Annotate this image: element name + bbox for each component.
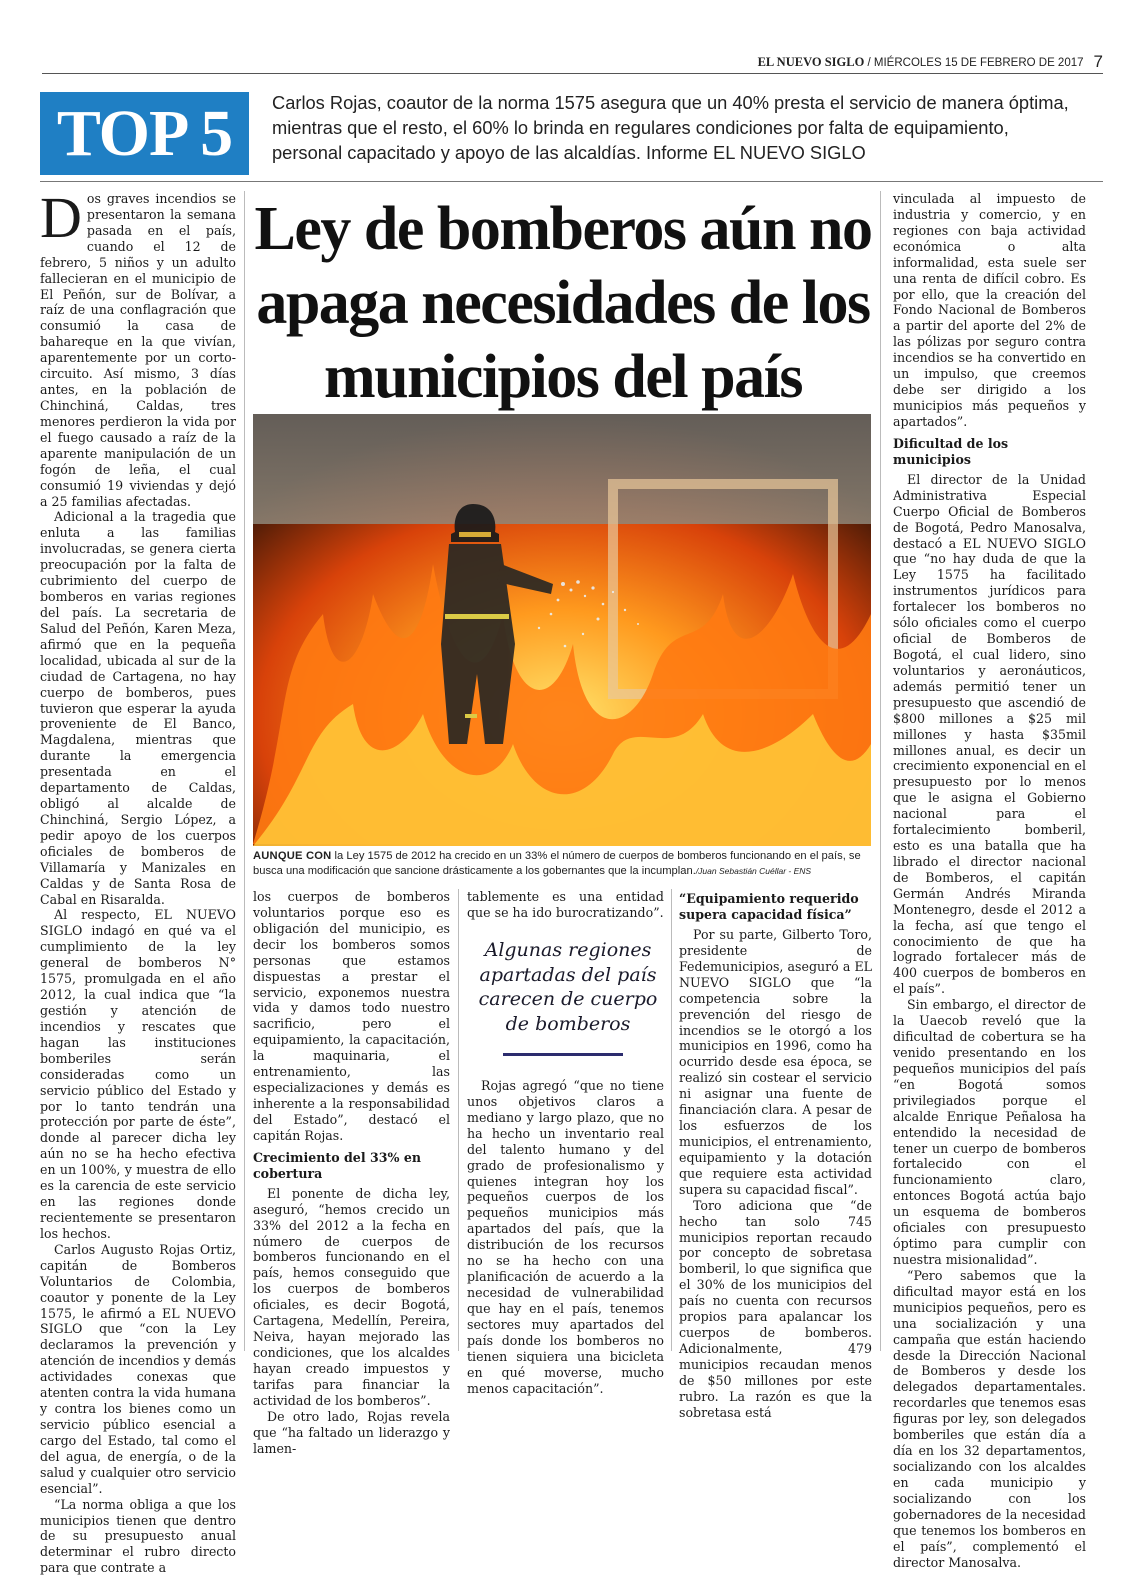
paragraph: vinculada al impuesto de industria y comercio, y en regiones con baja actividad económica o alta informalidad, esta suele ser una renta de difícil cobro. Es por ello, que la creación del Fondo Nacional de Bomberos a partir del aporte del 2% de las pólizas por seguro contra incendios se ha convertido en un impulso, que creemos debe ser dirigido a los municipios más pequeños y apartados”. (893, 191, 1086, 429)
column-divider (880, 191, 881, 1351)
teaser-rule (40, 181, 1103, 182)
paragraph: El director de la Unidad Administrativa Especial Cuerpo Oficial de Bomberos de Bogotá, Pedro Manosalva, destacó a EL NUEVO SIGLO que “no hay duda de que la Ley 1575 ha facilitado instrumentos jurídicos para fortalecer los bomberos no sólo oficiales como el cuerpo oficial de Bomberos de Bogotá, el cual lidero, sino voluntarios y aeronáuticos, además permitió tener un presupuesto que ascendió de $800 millones a $25 mil millones y hasta $35mil millones anual, es decir un crecimiento exponencial en el presupuesto por lo menos que le asigna el Gobierno nacional para el fortalecimiento bomberil, esto es una batalla que ha librado el director nacional de Bomberos, el capitán Germán Andrés Miranda Montenegro, desde el 2012 a la fecha, así que tengo el conocimiento de que ha logrado fortalecer más de 400 cuerpos de bomberos en el país”. (893, 471, 1086, 997)
paragraph: “Pero sabemos que la dificultad mayor está en los municipios pequeños, pero es una socialización y una campaña que están haciendo desde la Dirección Nacional de Bomberos y desde los delegados departamentales. recordarles que tenemos esas figuras por ley, son delegados bomberiles que están día a día en los 32 departamentos, socializando con los alcaldes en cada municipio y socializando con los gobernadores de la necesidad que tenemos los bomberos en el país”, complementó el director Manosalva. (893, 1267, 1086, 1570)
page-folio (758, 52, 1103, 72)
firefighter-illustration (253, 414, 871, 846)
column-1 (40, 185, 236, 1576)
header-rule (42, 73, 1103, 74)
column-divider (244, 191, 245, 1351)
subheading: Dificultad de los municipios (893, 435, 1009, 467)
photo-caption (253, 849, 873, 879)
pull-quote-rule (503, 1053, 623, 1056)
subheading: Crecimiento del 33% en cobertura (253, 1149, 422, 1181)
paragraph: tablemente es una entidad que se ha ido burocratizando”. (467, 889, 664, 920)
column-3 (467, 889, 664, 921)
section-badge: TOP 5 (40, 92, 249, 175)
newspaper-name: EL NUEVO SIGLO (757, 55, 865, 69)
column-5 (893, 191, 1086, 1570)
fire-photo (253, 414, 871, 846)
headline: Ley de bomberos aún no apaga necesidades de los municipios del país (254, 195, 872, 411)
issue-date: MIÉRCOLES 15 DE FEBRERO DE 2017 (873, 57, 1084, 69)
paragraph: os graves incendios se presentaron la semana pasada en el país, cuando el 12 de febrero, 5 niños y un adulto fallecieran en el municipio de El Peñón, sur de Bolívar, a raíz de una conflagración que consumió la casa de bahareque en la que vivían, aparentemente por un corto-circuito. Así mismo, 3 días antes, en la población de Chinchiná, Caldas, tres menores perdieron la vida por el fuego causado a raíz de la aparente manipulación de un fogón de leña, el cual consumió 19 viviendas y dejó a 25 familias afectadas. (40, 191, 236, 509)
page-number: 7 (1093, 52, 1103, 71)
paragraph: Adicional a la tragedia que enluta a las familias involucradas, se genera cierta preocupación por la falta de cubrimiento del cuerpo de bomberos en varias regiones del país. La secretaria de Salud del Peñón, Karen Meza, afirmó que en la pequeña localidad, ubicada al sur de la ciudad de Cartagena, no hay cuerpo de bomberos, pues tuvieron que esperar la ayuda proveniente de El Banco, Magdalena, mientras que durante la emergencia presentada en el departamento de Caldas, obligó al alcalde de Chinchiná, Sergio López, a pedir apoyo de los cuerpos oficiales de bomberos de Villamaría y Manizales en Caldas y de Santa Rosa de Cabal en Risaralda. (40, 509, 236, 907)
caption-text: la Ley 1575 de 2012 ha crecido en un 33% el número de cuerpos de bomberos funcionando en el país, se busca una modificación que sancione drásticamente a los gobernantes que la incumplan. (253, 850, 861, 877)
column-divider (671, 889, 672, 1351)
paragraph: Rojas agregó “que no tiene unos objetivos claros a mediano y largo plazo, que no ha hecho un inventario real del talento humano y del grado de profesionalismo y quienes integran hoy los pequeños cuerpos de los pequeños municipios más apartados del país, que la distribución de los recursos no se ha hecho con una planificación de acuerdo a la necesidad de vulnerabilidad que hay en el país, tenemos sectores muy apartados del país donde los bomberos no tienen siquiera una bicicleta en qué moverse, mucho menos capacitación”. (467, 1078, 664, 1396)
paragraph: Carlos Augusto Rojas Ortiz, capitán de Bomberos Voluntarios de Colombia, coautor y ponente de la Ley 1575, le afirmó a EL NUEVO SIGLO que “con la Ley declaramos la prevención y atención de incendios y demás actividades conexas que atenten contra la vida humana y contra los bienes como un servicio público esencial a cargo del Estado, tal como el del agua, de energía, o de la salud y cualquier otro servicio esencial”. (40, 1241, 236, 1496)
paragraph: Al respecto, EL NUEVO SIGLO indagó en qué va el cumplimiento de la ley general de bomberos N° 1575, promulgada en el año 2012, la cual indica que “la gestión y atención de incendios y rescates que hagan las instituciones bomberiles serán consideradas como un servicio público del Estado y por lo tanto tendrán una protección por parte de éste”, donde al parecer dicha ley aún no se ha hecho efectiva en un 100%, y muestra de ello es la carencia de este servicio en las regiones donde recientemente se presentaron los hechos. (40, 907, 236, 1241)
caption-lead: AUNQUE CON (253, 850, 332, 862)
teaser-text: Carlos Rojas, coautor de la norma 1575 asegura que un 40% presta el servicio de manera óptima, mientras que el resto, el 60% lo brinda en regulares condiciones por falta de equipamiento, personal capacitado y apoyo de las alcaldías. Informe EL NUEVO SIGLO (272, 92, 1069, 163)
pull-quote: Algunas regiones apartadas del país carecen de cuerpo de bomberos (478, 939, 658, 1035)
paragraph: El ponente de dicha ley, aseguró, “hemos crecido un 33% del 2012 a la fecha en número de cuerpos de bomberos funcionando en el país, hemos conseguido que los cuerpos de bomberos oficiales, es decir Bogotá, Cartagena, Medellín, Pereira, Neiva, hayan mejorado las condiciones, que los alcaldes hayan creado impuestos y tarifas para financiar la actividad de los bomberos”. (253, 1185, 450, 1408)
paragraph: De otro lado, Rojas revela que “ha faltado un liderazgo y lamen- (253, 1408, 450, 1456)
paragraph: “La norma obliga a que los municipios tienen que dentro de su presupuesto anual determinar el rubro directo para que contrate a (40, 1496, 236, 1576)
subheading: “Equipamiento requerido supera capacidad física” (679, 891, 859, 922)
paragraph: Por su parte, Gilberto Toro, presidente de Fedemunicipios, aseguró a EL NUEVO SIGLO que “la competencia sobre la prevención del riesgo de incendios se le otorgó a los municipios en 1996, como ha ocurrido desde esa época, se realizó sin costear el servicio ni asignar una fuente de financiación clara. A pesar de los esfuerzos de los municipios, el entrenamiento, equipamiento y la dotación que requiere esta actividad supera su capacidad fiscal”. (679, 927, 872, 1197)
column-3-continued (467, 1078, 664, 1396)
photo-credit: /Juan Sebastián Cuéllar - ENS (695, 866, 812, 876)
paragraph: Sin embargo, el director de la Uaecob reveló que la dificultad de cobertura se ha venido presentando en los pequeños municipios del país “en Bogotá somos privilegiados porque el alcalde Enrique Peñalosa ha entendido la necesidad de tener un cuerpo de bomberos fortalecido con el funcionamiento claro, entonces Bogotá actúa bajo un esquema de bomberos oficiales con presupuesto óptimo para cumplir con nuestra misionalidad”. (893, 997, 1086, 1267)
column-2 (253, 889, 450, 1456)
column-4 (679, 889, 872, 1421)
paragraph: los cuerpos de bomberos voluntarios porque eso es obligación del municipio, es decir los bomberos somos personas que estamos dispuestas a prestar el servicio, exponemos nuestra vida y damos todo nuestro sacrificio, pero el equipamiento, la capacitación, la maquinaria, el entrenamiento, las especializaciones y demás es inherente a la responsabilidad del Estado”, destacó el capitán Rojas. (253, 889, 450, 1143)
drop-cap: D (40, 185, 82, 250)
column-divider (458, 889, 459, 1351)
folio-separator: / (864, 57, 874, 69)
paragraph: Toro adiciona que “de hecho tan solo 745 municipios reportan recaudo por concepto de sobretasa bomberil, lo que significa que el 30% de los municipios del país no cuenta con recursos propios para apalancar los cuerpos de bomberos. Adicionalmente, 479 municipios recaudan menos de $50 millones por este rubro. La razón es que la sobretasa está (679, 1197, 872, 1420)
